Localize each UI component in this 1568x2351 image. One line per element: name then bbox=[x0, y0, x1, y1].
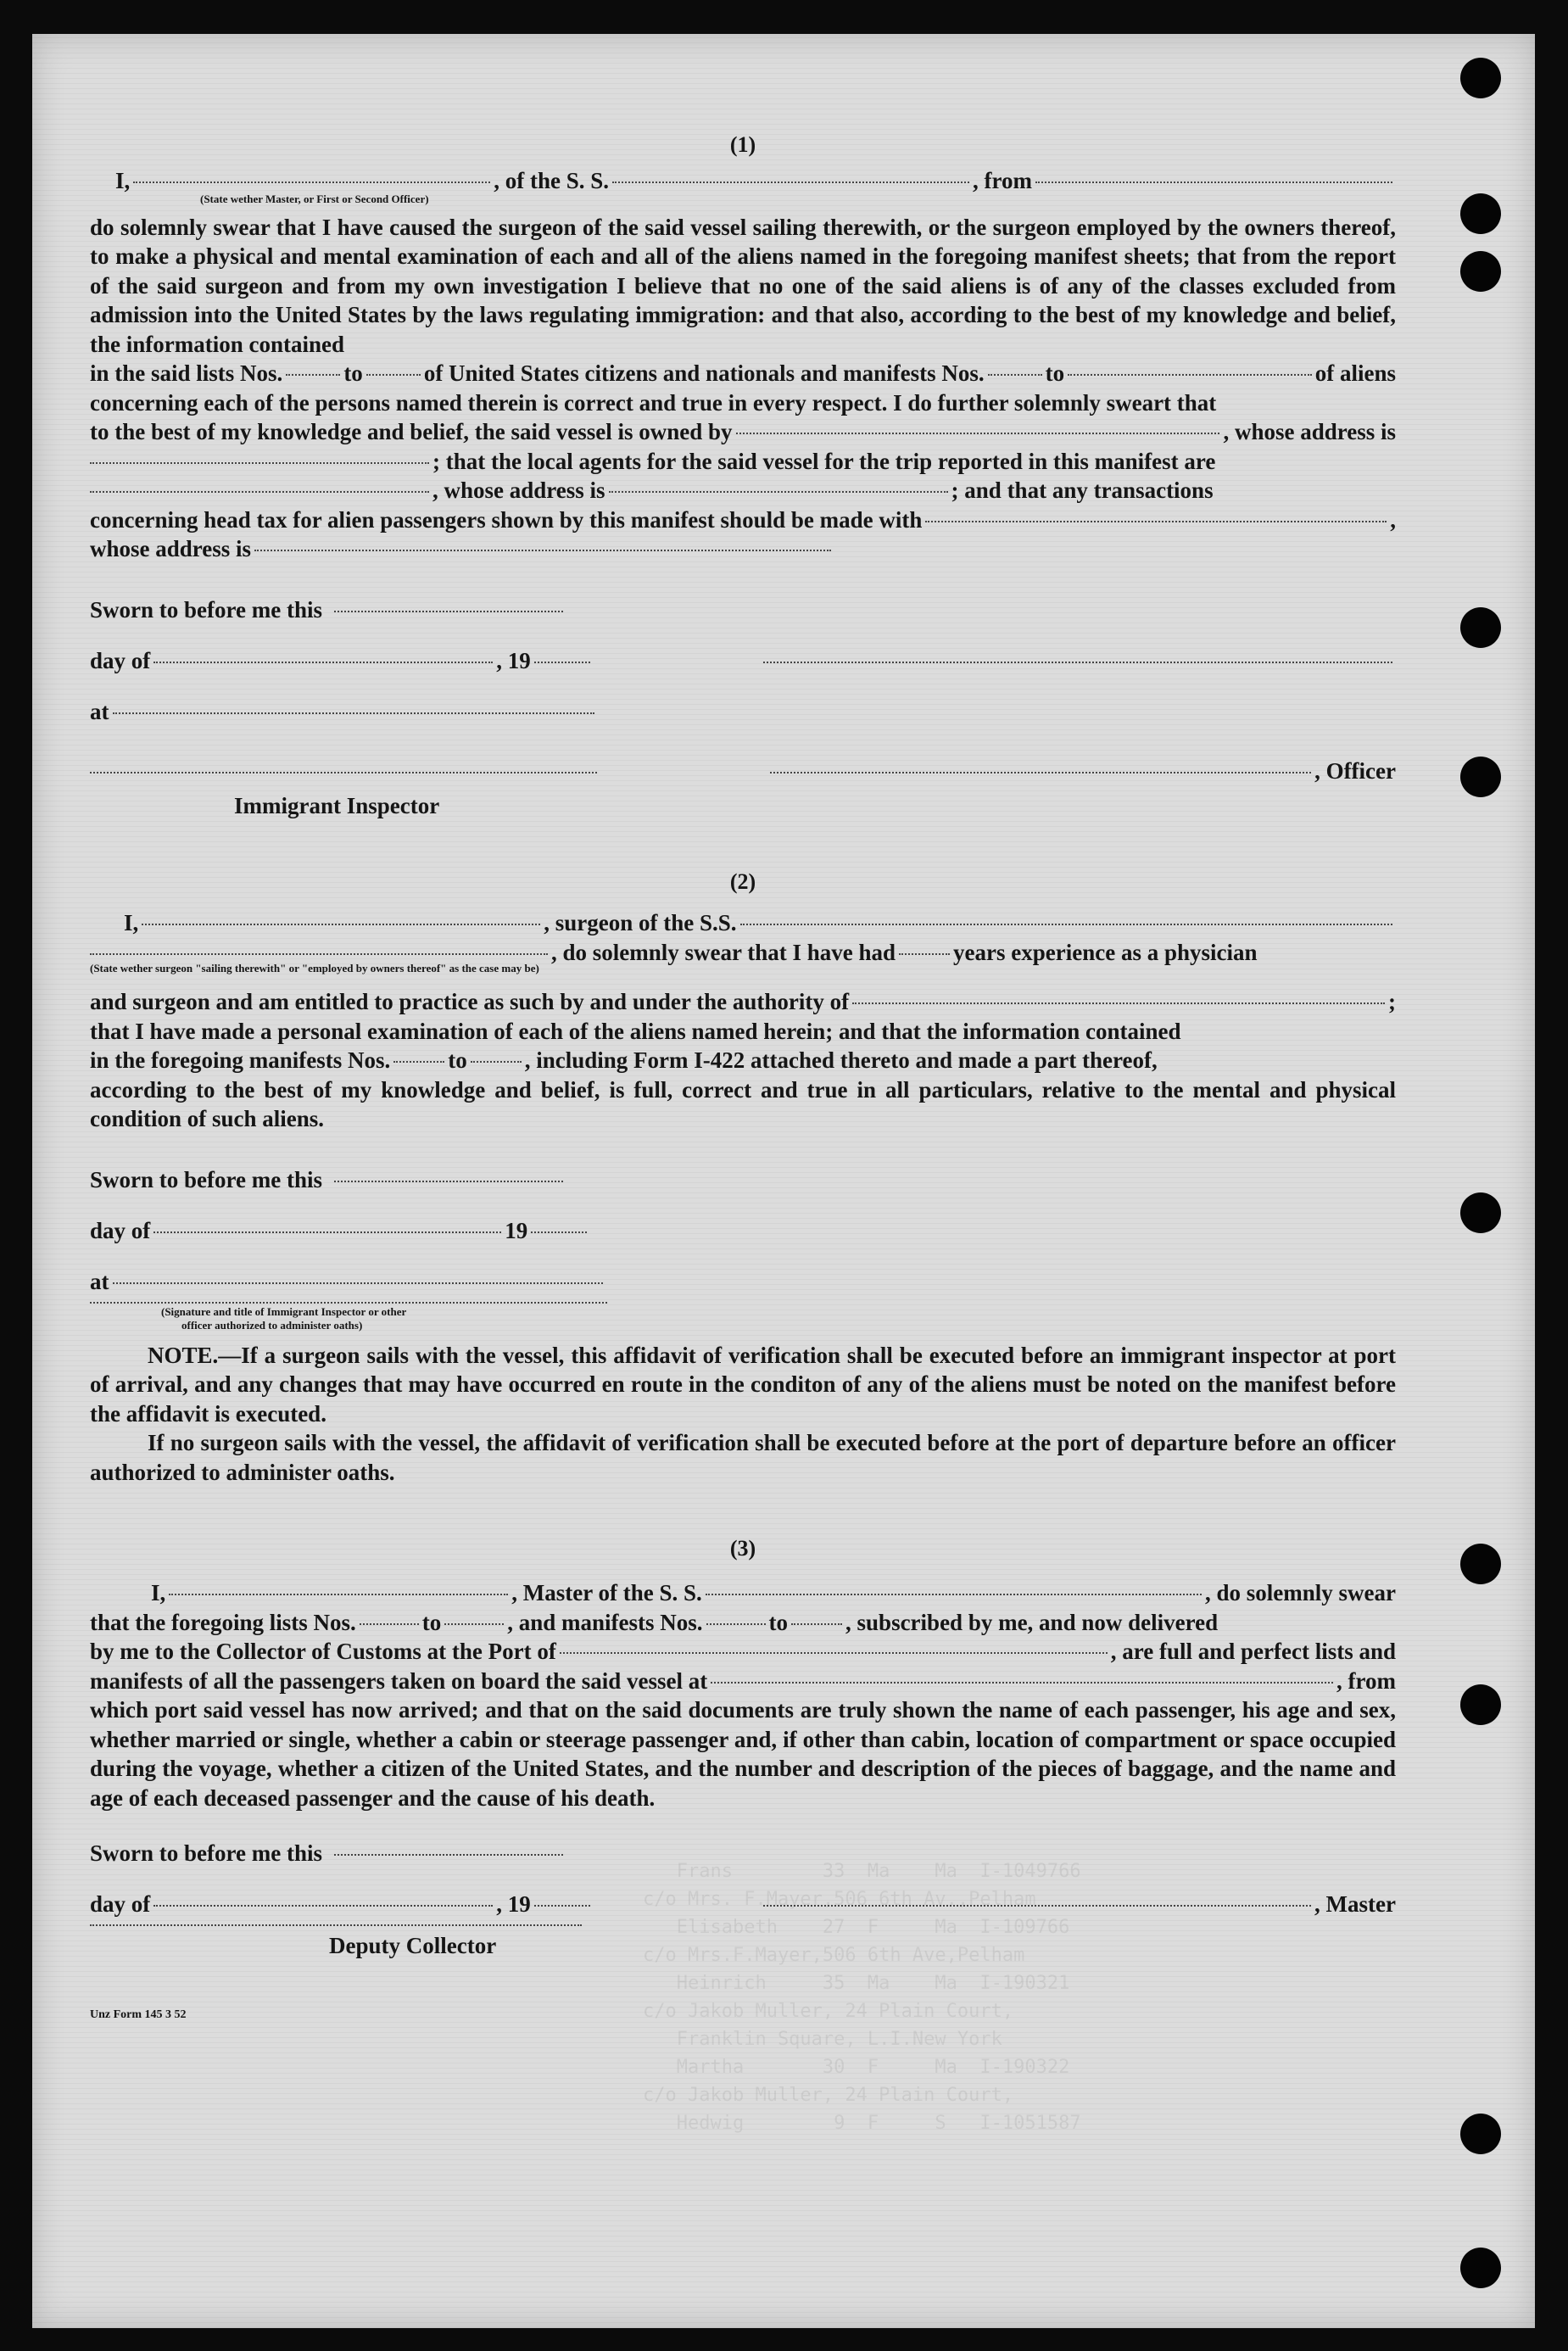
punch-hole bbox=[1460, 1684, 1501, 1725]
at-label-2: at bbox=[90, 1268, 109, 1294]
lists-to-field[interactable] bbox=[366, 374, 421, 376]
foregoing-manifests-to-label: to bbox=[768, 1609, 789, 1635]
lists-to-label: to bbox=[343, 360, 363, 386]
solemnly-swear-label: , do solemnly swear bbox=[1205, 1580, 1396, 1605]
year-field-2[interactable] bbox=[531, 1231, 587, 1233]
agents-field[interactable] bbox=[90, 491, 429, 493]
surgeon-name-field[interactable] bbox=[142, 924, 540, 925]
master-of-ss-label: , Master of the S. S. bbox=[511, 1580, 702, 1605]
sig-caption-1: (Signature and title of Immigrant Inspector or other bbox=[161, 1304, 407, 1318]
punch-hole bbox=[1460, 757, 1501, 797]
surgeon-manifests-line bbox=[90, 1046, 1396, 1075]
inspector-title-line bbox=[90, 791, 1396, 821]
master-label: , Master bbox=[1314, 1891, 1396, 1917]
lists-line bbox=[90, 359, 1396, 388]
vessel-name-field[interactable] bbox=[612, 181, 969, 183]
signature-field-1[interactable] bbox=[763, 662, 1392, 663]
foregoing-lists-line bbox=[90, 1608, 1396, 1638]
port-from-field[interactable] bbox=[1035, 181, 1392, 183]
owner-address-field[interactable] bbox=[90, 462, 429, 464]
surgeon-caption: (State wether surgeon "sailing therewith" or "employed by owners thereof" as the case may be) bbox=[90, 962, 539, 974]
at-line-2 bbox=[90, 1256, 1396, 1307]
foregoing-manifests-label: , and manifests Nos. bbox=[507, 1609, 703, 1635]
foregoing-manifests-to-field[interactable] bbox=[791, 1623, 842, 1625]
sworn-label-3: Sworn to before me this bbox=[90, 1840, 322, 1866]
agents-address-label: , whose address is bbox=[432, 477, 605, 503]
master-name-field[interactable] bbox=[169, 1594, 508, 1595]
surgeon-manifests-from-field[interactable] bbox=[393, 1061, 444, 1063]
note-paragraph-1: NOTE.—If a surgeon sails with the vessel, this affidavit of verification shall be executed before an immigrant inspector at port of arrival, and any changes that may have occurred en route in the conditon of any of the aliens must be noted on the manifest before the affidavit is executed. bbox=[90, 1342, 1396, 1427]
year-field-1[interactable] bbox=[534, 662, 590, 663]
punch-hole bbox=[1460, 251, 1501, 292]
surgeon-status-field[interactable] bbox=[90, 953, 548, 955]
whose-address-label: whose address is bbox=[90, 536, 252, 561]
day-of-line-1 bbox=[90, 635, 1396, 686]
owner-field[interactable] bbox=[736, 433, 1220, 434]
inspector-line bbox=[90, 746, 1396, 796]
immigrant-inspector-label: Immigrant Inspector bbox=[234, 792, 440, 818]
master-line-3 bbox=[90, 1578, 1396, 1608]
at-label-1: at bbox=[90, 698, 109, 724]
at-field-2[interactable] bbox=[113, 1282, 603, 1284]
board-line bbox=[90, 1667, 1396, 1696]
master-declaration-line bbox=[90, 166, 1396, 196]
punch-hole bbox=[1460, 193, 1501, 234]
note-paragraph-2: If no surgeon sails with the vessel, the affidavit of verification shall be executed before at the port of departure before an officer authorized to administer oaths. bbox=[90, 1430, 1396, 1485]
year-label-3: , 19 bbox=[496, 1891, 531, 1917]
punch-hole bbox=[1460, 1192, 1501, 1233]
agents-address-field[interactable] bbox=[609, 491, 948, 493]
foregoing-lists-to-field[interactable] bbox=[444, 1623, 504, 1625]
label-i: I, bbox=[115, 168, 131, 193]
officer-name-field[interactable] bbox=[133, 181, 490, 183]
officer-caption: (State wether Master, or First or Second Officer) bbox=[200, 192, 429, 205]
owner-line bbox=[90, 417, 1396, 447]
punch-hole bbox=[1460, 58, 1501, 98]
sig-caption-2: officer authorized to administer oaths) bbox=[181, 1318, 363, 1332]
authority-field[interactable] bbox=[852, 1002, 1385, 1004]
authority-label: and surgeon and am entitled to practice as such by and under the authority of bbox=[90, 989, 850, 1014]
form-page bbox=[32, 34, 1535, 2328]
master-paragraph: which port said vessel has now arrived; and that on the said documents are truly shown the name of each passenger, his age and sex, whether married or single, whether a cabin or steerage passenger and, if other than cabin, location of compartment or space occupied during the voyage, whether a citizen of the United States, and the number and description of the pieces of baggage, and the name and age of each deceased passenger and the cause of his death. bbox=[90, 1697, 1396, 1811]
sworn-date-field-3[interactable] bbox=[334, 1854, 563, 1856]
lists-label: in the said lists Nos. bbox=[90, 360, 283, 386]
manifests-to-label: to bbox=[1045, 360, 1065, 386]
headtax-label: concerning head tax for alien passengers shown by this manifest should be made with bbox=[90, 506, 923, 533]
experience-label: , do solemnly swear that I have had bbox=[551, 939, 896, 965]
bleed-through-text: Frans 33 Ma Ma I-1049766 c/o Mrs. F.Mayer,506 6th Av.,Pelham Elisabeth 27 F Ma I-109766 c/o Mrs.F.Mayer,506 6th Ave,Pelham Heinrich 35 Ma Ma I-190321 c/o Jakob Muller, 24 Plain Court, Franklin Square, L.I.New York Martha 30 F Ma I-190322 c/o Jakob Muller, 24 Plain Court, Hedwig 9 F S I-1051587 bbox=[643, 1861, 1081, 2134]
inspector-signature-field-2[interactable] bbox=[90, 1302, 607, 1304]
master-signature-field[interactable] bbox=[763, 1905, 1311, 1907]
deputy-title-line bbox=[90, 1931, 1396, 1961]
punch-hole bbox=[1460, 2114, 1501, 2154]
surgeon-paragraph-2: according to the best of my knowledge and belief, is full, correct and true in all particulars, relative to the mental and physical condition of such aliens. bbox=[90, 1076, 1396, 1131]
authority-line bbox=[90, 987, 1396, 1017]
month-field-2[interactable] bbox=[153, 1231, 501, 1233]
year-label-2: 19 bbox=[505, 1217, 528, 1243]
collector-line bbox=[90, 1637, 1396, 1667]
month-field-1[interactable] bbox=[153, 662, 493, 663]
officer-label: , Officer bbox=[1314, 757, 1396, 784]
lists-from-field[interactable] bbox=[286, 374, 340, 376]
full-perfect-label: , are full and perfect lists and bbox=[1110, 1639, 1396, 1664]
owner-label: to the best of my knowledge and belief, the said vessel is owned by bbox=[90, 419, 733, 444]
form-i422-label: , including Form I-422 attached thereto and made a part thereof, bbox=[524, 1047, 1158, 1073]
label-i-2: I, bbox=[124, 910, 139, 935]
authority-semicolon: ; bbox=[1388, 989, 1396, 1014]
label-i-3: I, bbox=[151, 1580, 166, 1605]
agents-line bbox=[90, 447, 1396, 477]
headtax-comma: , bbox=[1390, 506, 1396, 533]
surgeon-line-1 bbox=[90, 908, 1396, 938]
label-from: , from bbox=[973, 168, 1033, 193]
form-content bbox=[90, 134, 1396, 2022]
sworn-date-field-1[interactable] bbox=[334, 611, 563, 612]
day-of-line-3 bbox=[90, 1879, 1396, 1929]
surgeon-paragraph-1: that I have made a personal examination of each of the aliens named herein; and that the information contained bbox=[90, 1018, 1181, 1044]
sworn-line-3 bbox=[90, 1828, 1396, 1879]
physician-label: years experience as a physician bbox=[953, 939, 1258, 965]
label-of-ss: , of the S. S. bbox=[494, 168, 610, 193]
foregoing-manifests-from-field[interactable] bbox=[706, 1623, 766, 1625]
board-port-field[interactable] bbox=[711, 1682, 1333, 1684]
headtax-line bbox=[90, 505, 1396, 535]
sworn-label-1: Sworn to before me this bbox=[90, 596, 322, 623]
year-field-3[interactable] bbox=[534, 1905, 590, 1907]
at-field-1[interactable] bbox=[113, 712, 594, 714]
owner-address-label: , whose address is bbox=[1223, 419, 1396, 444]
sworn-label-2: Sworn to before me this bbox=[90, 1166, 322, 1192]
foregoing-lists-to-label: to bbox=[421, 1609, 442, 1635]
form-number: Unz Form 145 3 52 bbox=[90, 2008, 187, 2021]
surgeon-of-ss-label: , surgeon of the S.S. bbox=[544, 910, 737, 935]
board-label: manifests of all the passengers taken on board the said vessel at bbox=[90, 1667, 708, 1694]
agents-label: ; that the local agents for the said vessel for the trip reported in this manifest are bbox=[432, 448, 1216, 474]
oath-paragraph-1: do solemnly swear that I have caused the surgeon of the said vessel sailing therewith, or the surgeon employed by the owners thereof, to make a physical and mental examination of each and all of the aliens named in the foregoing manifest sheets; that from the report of the said surgeon and from my own investigation I believe that no one of the said aliens is of any of the classes excluded from admission into the United States by the laws regulating immigration: and that also, according to the best of my knowledge and belief, the information contained bbox=[90, 214, 1396, 357]
section-3-number: (3) bbox=[729, 1536, 756, 1561]
manifests-from-field[interactable] bbox=[988, 374, 1042, 376]
day-of-label-2: day of bbox=[90, 1217, 151, 1243]
manifests-label: of United States citizens and nationals and manifests Nos. bbox=[423, 360, 985, 386]
punch-hole bbox=[1460, 1544, 1501, 1584]
deputy-signature-field[interactable] bbox=[90, 1924, 582, 1926]
whose-address-field[interactable] bbox=[254, 550, 831, 551]
from-label: , from bbox=[1336, 1667, 1396, 1694]
agents-address-line bbox=[90, 476, 1396, 505]
sworn-line-1 bbox=[90, 584, 1396, 635]
foregoing-lists-from-field[interactable] bbox=[360, 1623, 419, 1625]
deputy-collector-label: Deputy Collector bbox=[329, 1933, 497, 1958]
surgeon-manifests-to-label: to bbox=[448, 1047, 467, 1073]
sworn-date-field-2[interactable] bbox=[334, 1181, 563, 1182]
punch-hole bbox=[1460, 607, 1501, 648]
whose-address-line bbox=[90, 534, 1396, 564]
surgeon-vessel-field[interactable] bbox=[740, 924, 1392, 925]
year-label-1: , 19 bbox=[496, 647, 531, 673]
manifests-to-field[interactable] bbox=[1068, 374, 1312, 376]
subscribed-label: , subscribed by me, and now delivered bbox=[845, 1609, 1219, 1635]
at-line-1 bbox=[90, 686, 1396, 737]
inspector-signature-field[interactable] bbox=[90, 772, 597, 773]
aliens-label: of aliens bbox=[1314, 360, 1396, 386]
section-1-number: (1) bbox=[729, 132, 756, 157]
punch-hole bbox=[1460, 2248, 1501, 2288]
surgeon-manifests-label: in the foregoing manifests Nos. bbox=[90, 1047, 391, 1073]
day-of-label-3: day of bbox=[90, 1891, 151, 1917]
oath-paragraph-2: concerning each of the persons named therein is correct and true in every respect. I do further solemnly sweart that bbox=[90, 389, 1217, 416]
collector-port-field[interactable] bbox=[560, 1652, 1108, 1654]
day-of-label-1: day of bbox=[90, 647, 151, 673]
section-2-number: (2) bbox=[729, 869, 756, 894]
foregoing-lists-label: that the foregoing lists Nos. bbox=[90, 1609, 356, 1635]
officer-signature-field[interactable] bbox=[770, 772, 1311, 773]
headtax-field[interactable] bbox=[925, 521, 1387, 522]
transactions-label: ; and that any transactions bbox=[951, 477, 1214, 503]
years-field[interactable] bbox=[899, 953, 950, 955]
sworn-line-2 bbox=[90, 1154, 1396, 1205]
collector-label: by me to the Collector of Customs at the Port of bbox=[90, 1639, 556, 1664]
day-of-line-2 bbox=[90, 1205, 1396, 1256]
surgeon-manifests-to-field[interactable] bbox=[471, 1061, 522, 1063]
month-field-3[interactable] bbox=[153, 1905, 493, 1907]
master-vessel-field[interactable] bbox=[706, 1594, 1202, 1595]
